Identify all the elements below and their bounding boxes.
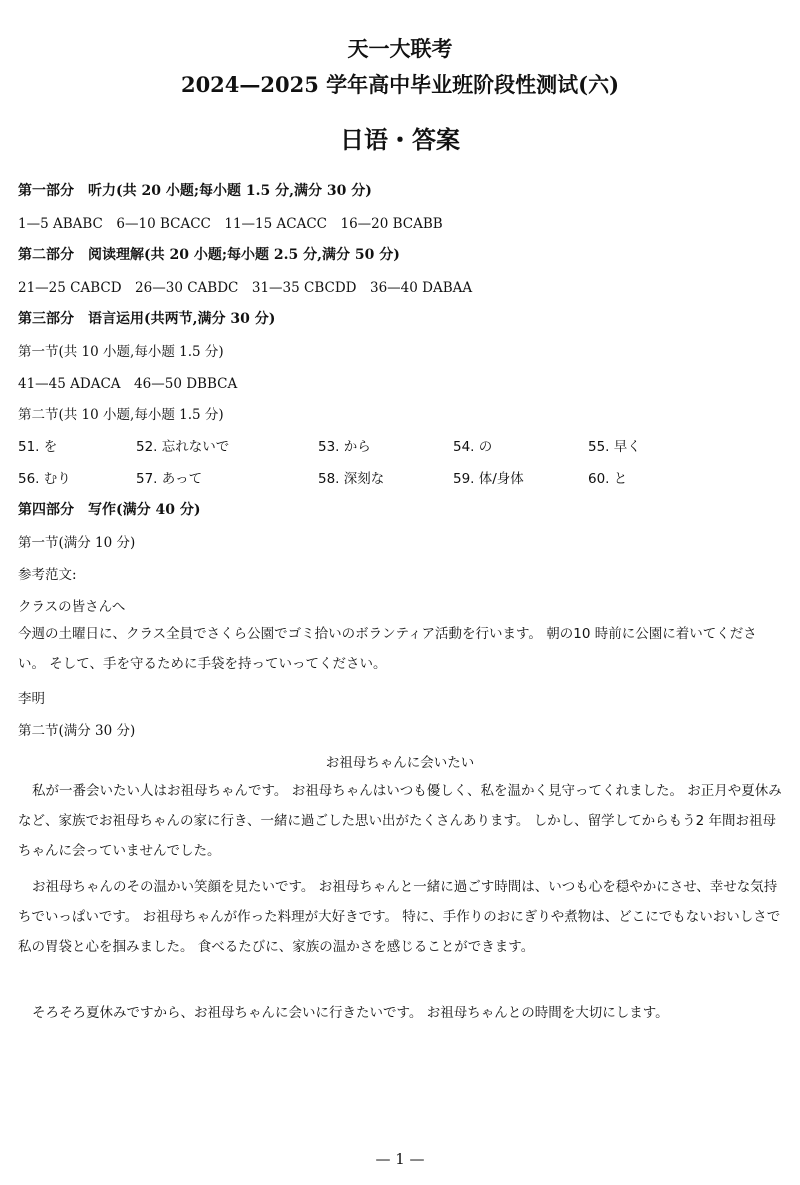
answer-58: 58. 深刻な bbox=[318, 471, 385, 487]
part2-heading: 第二部分 阅读理解(共 20 小题;每小题 2.5 分,满分 50 分) bbox=[18, 247, 400, 263]
notice-salutation: クラスの皆さんへ bbox=[18, 599, 126, 615]
part3-heading: 第三部分 语言运用(共两节,满分 30 分) bbox=[18, 311, 276, 327]
answer-51: 51. を bbox=[18, 439, 58, 455]
part1-heading: 第一部分 听力(共 20 小题;每小题 1.5 分,满分 30 分) bbox=[18, 183, 372, 199]
part4-heading: 第四部分 写作(满分 40 分) bbox=[18, 502, 201, 518]
part4-section2-heading: 第二节(满分 30 分) bbox=[18, 723, 136, 739]
page-number: — 1 — bbox=[375, 1150, 425, 1168]
answer-57: 57. あって bbox=[136, 471, 203, 487]
answer-60: 60. と bbox=[588, 471, 628, 487]
notice-body: 今週の土曜日に、クラス全員でさくら公園でゴミ拾いのボランティア活動を行います。 朝の10 時前に公園に着いてください。 そして、手を守るために手袋を持っていってください。 bbox=[18, 626, 757, 672]
sample-label: 参考范文: bbox=[18, 567, 77, 583]
subject-title: 日语・答案 bbox=[340, 125, 460, 154]
answer-54: 54. の bbox=[453, 439, 493, 455]
answer-53: 53. から bbox=[318, 439, 371, 455]
part3-section1-heading: 第一节(共 10 小题,每小题 1.5 分) bbox=[18, 344, 224, 360]
part2-answers: 21—25 CABCD 26—30 CABDC 31—35 CBCDD 36—40 DABAA bbox=[18, 280, 473, 296]
exam-title: 2024—2025 学年高中毕业班阶段性测试(六) bbox=[180, 72, 620, 97]
answer-52: 52. 忘れないで bbox=[136, 439, 230, 455]
part3-section2-heading: 第二节(共 10 小题,每小题 1.5 分) bbox=[18, 407, 224, 423]
part3-section1-answers: 41—45 ADACA 46—50 DBBCA bbox=[18, 376, 238, 392]
essay-title: お祖母ちゃんに会いたい bbox=[325, 755, 475, 771]
essay-paragraph-2: お祖母ちゃんのその温かい笑顔を見たいです。 お祖母ちゃんと一緒に過ごす時間は、いつも心を穏やかにさせ、幸せな気持ちでいっぱいです。 お祖母ちゃんが作った料理が大好きです。 特に、手作りのおにぎりや煮物は、どこにでもないおいしさで私の胃袋と心を掴みました。 食べるたびに、家族の温かさを感じることができます。 bbox=[18, 879, 781, 955]
part1-answers: 1—5 ABABC 6—10 BCACC 11—15 ACACC 16—20 BCABB bbox=[18, 216, 443, 232]
exam-org-title: 天一大联考 bbox=[347, 36, 453, 61]
answer-59: 59. 体/身体 bbox=[453, 471, 524, 487]
notice-signature: 李明 bbox=[18, 691, 45, 707]
part4-section1-heading: 第一节(满分 10 分) bbox=[18, 535, 136, 551]
essay-paragraph-1: 私が一番会いたい人はお祖母ちゃんです。 お祖母ちゃんはいつも優しく、私を温かく見守ってくれました。 お正月や夏休みなど、家族でお祖母ちゃんの家に行き、一緒に過ごした思い出がたくさんあります。 しかし、留学してからもう2 年間お祖母ちゃんに会っていませんでした。 bbox=[18, 783, 782, 859]
answer-55: 55. 早く bbox=[588, 439, 641, 455]
answer-56: 56. むり bbox=[18, 471, 71, 487]
essay-paragraph-3: そろそろ夏休みですから、お祖母ちゃんに会いに行きたいです。 お祖母ちゃんとの時間を大切にします。 bbox=[32, 1005, 669, 1021]
